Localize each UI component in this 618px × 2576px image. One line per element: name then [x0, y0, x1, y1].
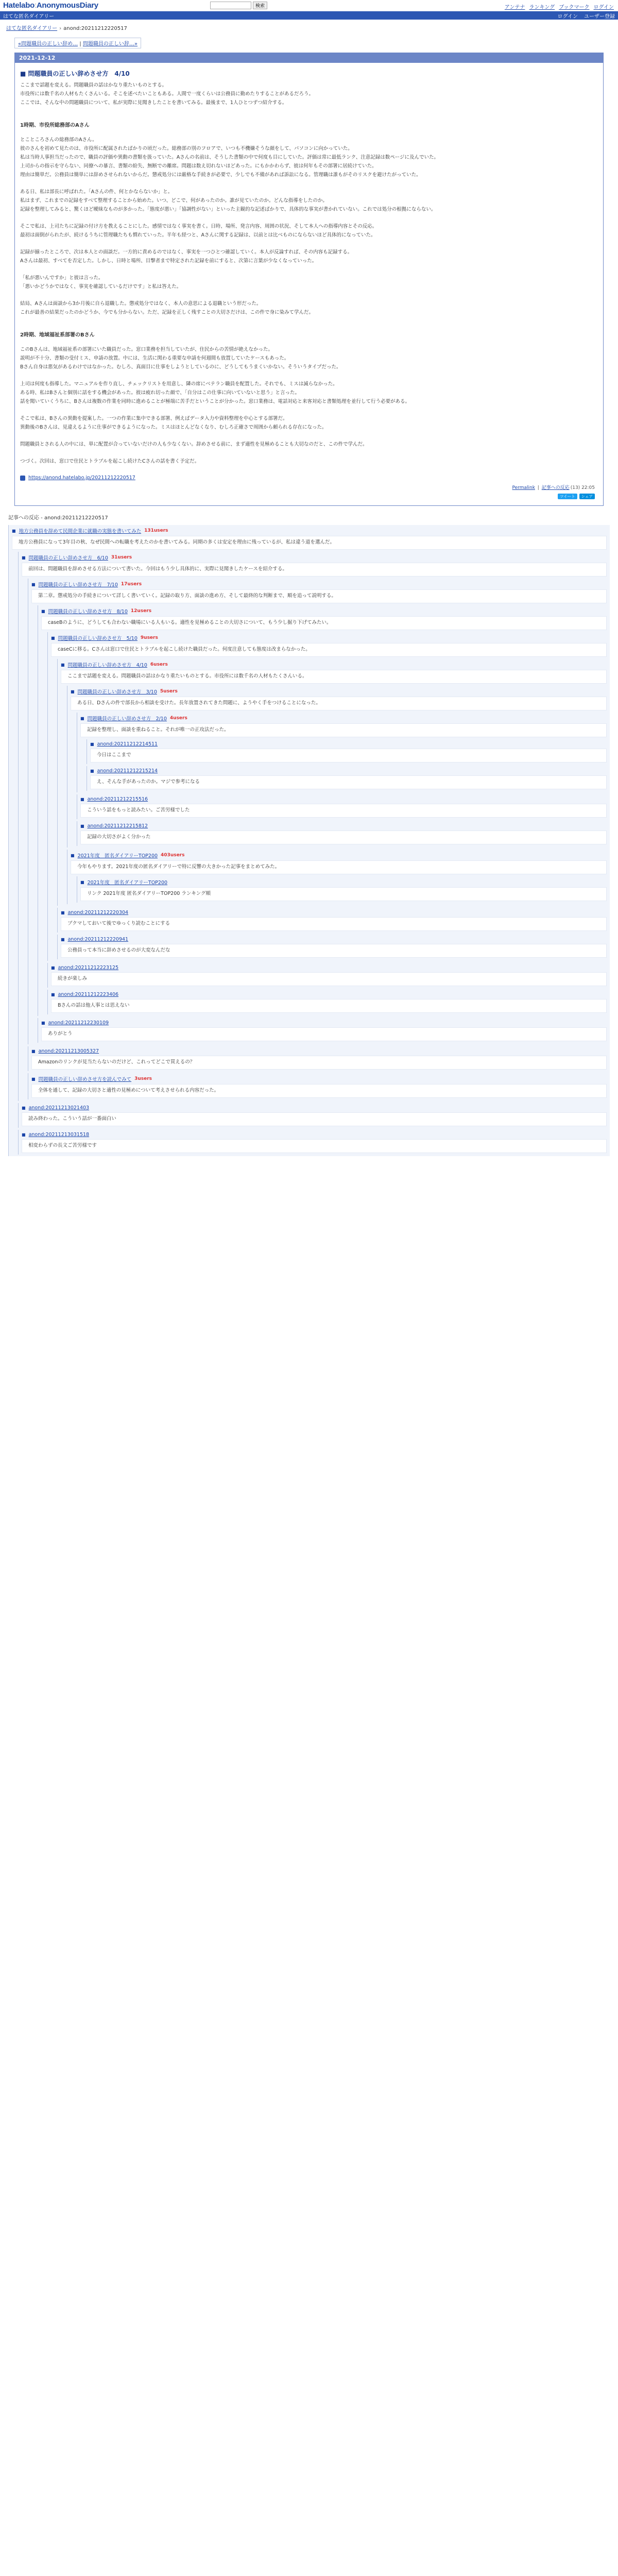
reaction-node	[18, 1130, 610, 1155]
reaction-title-link[interactable]: anond:20211212214511	[97, 741, 158, 747]
breadcrumb-home[interactable]: はてな匿名ダイアリー	[6, 26, 58, 31]
nav-bar	[0, 11, 618, 20]
reaction-body: 全体を通して、記録の大切さと適性の見極めについて考えさせられる内容だった。	[31, 1084, 607, 1098]
reaction-header	[61, 660, 610, 668]
reaction-header	[61, 936, 610, 942]
reactions-tree-root	[8, 525, 610, 1156]
nav-login[interactable]: ログイン	[557, 13, 578, 20]
entry	[14, 53, 604, 506]
bookmark-count[interactable]: 6users	[150, 662, 168, 667]
logo-main: Hatelabo	[3, 1, 35, 10]
entry-body	[15, 63, 603, 505]
reaction-body: 地方公務員になって3年目の秋、なぜ民間への転職を考えたのかを書いてみる。同期の多くは安定を理由に残っているが、私は違う道を選んだ。	[12, 536, 607, 550]
reaction-header	[31, 1075, 610, 1082]
reaction-node	[87, 766, 610, 791]
reaction-children	[71, 876, 610, 903]
link-antenna[interactable]: アンテナ	[504, 5, 525, 10]
reaction-node	[18, 1103, 610, 1128]
entry-paragraph: 上司は何度も指導した。マニュアルを作り直し、チェックリストを用意し、隣の席にベテラン職員を配置した。それでも、ミスは減らなかった。 ある時、私はBさんと個別に話をする機会があった。彼は疲れ切った顔で、「自分はこの仕事に向いていないと思う」と言った。 話を聞いていくうちに、Bさんは複数の作業を同時に進めることが極端に苦手だということが分かった。窓口業務は、電話対応と来客対応と書類処理を並行して行う必要がある。	[20, 381, 410, 404]
entry-title[interactable]	[20, 67, 598, 81]
bullet-icon: ■	[41, 1021, 45, 1025]
reaction-body: 今日はここまで	[90, 749, 607, 762]
reaction-title-link[interactable]: 問題職員の正しい辞めさせ方を読んでみて	[38, 1077, 132, 1082]
reaction-node	[57, 659, 610, 906]
reaction-title-link[interactable]: anond:20211212220304	[67, 910, 129, 916]
reaction-header	[31, 580, 610, 588]
bookmark-count[interactable]: 5users	[160, 689, 178, 694]
bullet-icon: ■	[80, 879, 84, 885]
entry-reactions-link[interactable]: 記事への反応	[541, 485, 570, 490]
bullet-icon: ■	[61, 937, 65, 942]
reaction-body: 続きが楽しみ	[51, 972, 607, 986]
entry-paragraph: とこところさんの総務部のAさん。 彼のさんを初めて見たのは、市役所に配属されたばかりの頃だった。総務部の別のフロアで、いつも不機嫌そうな顔をして、パソコンに向かっていた。 私は当時人事担当だったので、職員の評価や異動の書類を扱っていた。Aさんの名前は、そうした書類の中で何度も目にしていた。評価は常に最低ランク、注意記録は数ページに及んでいた。 上司からの指示を守らない、同僚への暴言、書類の紛失、無断での離席。問題は数え切れないほどあった。にもかかわらず、彼は何年もその部署に居続けていた。 理由は簡単だ。公務員は簡単には辞めさせられないからだ。懲戒処分には厳格な手続きが必要で、少しでも不備があれば訴訟になる。管理職は誰もがそのリスクを避けたがっていた。	[20, 137, 439, 178]
breadcrumb-current: anond:20211212220517	[63, 26, 127, 31]
link-login[interactable]: ログイン	[593, 5, 614, 10]
reaction-node	[57, 935, 610, 959]
reaction-body: 記録の大切さがよく分かった	[80, 831, 607, 844]
reaction-children	[61, 686, 610, 904]
reaction-header	[41, 1020, 610, 1026]
reaction-body: caseCに移る。Cさんは窓口で住民とトラブルを起こし続けた職員だった。何度注意しても態度は改まらなかった。	[51, 643, 607, 657]
entry-paragraph: ここまで話題を変える。問題職員の話はかなり重たいものとする。 市役所には数千名の人材もたくさんいる。そこを述べたいこともある。人間で一度くらいは公務員に勤めたりすることがあるだろう。 ここでは、そんな中の問題職員について、私が実際に見聞きしたことを書いてみる。最後まで、1人ひとつずつ紹介する。	[20, 82, 314, 106]
bullet-icon: ■	[90, 769, 94, 773]
pager-prev[interactable]: «問題職員の正しい辞め…	[18, 41, 78, 47]
reaction-header	[51, 634, 610, 641]
reaction-body: ブクマしておいて後でゆっくり読むことにする	[61, 917, 607, 931]
reaction-body: 今年もやります。2021年度の匿名ダイアリーで特に反響の大きかった記事をまとめてみた。	[71, 860, 607, 874]
reaction-header	[90, 741, 610, 747]
top-links	[505, 3, 614, 10]
reaction-node	[87, 739, 610, 764]
bullet-icon: ■	[71, 853, 75, 858]
reaction-body: こういう話をもっと読みたい。ご苦労様でした	[80, 804, 607, 818]
bookmark-count[interactable]: 3users	[134, 1076, 152, 1081]
share-buttons	[20, 492, 598, 502]
reaction-title-link[interactable]: 2021年度 匿名ダイアリーTOP200	[87, 880, 168, 886]
reaction-title-link[interactable]: 地方公務員を辞めて民間企業に就職の実態を書いてみた	[19, 529, 142, 534]
bullet-icon: ■	[41, 608, 45, 614]
bullet-icon: ■	[22, 555, 26, 560]
entry-section-heading: 1時期、市役所総務部のAさん	[20, 123, 90, 128]
reaction-body: え、そんな手があったのか。マジで参考になる	[90, 775, 607, 789]
bookmark-count[interactable]: 12users	[130, 608, 152, 614]
entry-title-text: 問題職員の正しい辞めさせ方 4/10	[28, 70, 130, 77]
entry-date: 2021-12-12	[15, 53, 603, 63]
bullet-icon: ■	[31, 582, 36, 587]
bullet-icon: ■	[51, 965, 55, 970]
entry-paragraph: 記録が揃ったところで、次は本人との面談だ。一方的に責めるのではなく、事実を一つひとつ確認していく。本人が反論すれば、その内容も記録する。 Aさんは最初、すべてを否定した。しかし、日時と場所、目撃者まで特定された記録を前にすると、次第に言葉が少なくなっていった。	[20, 249, 353, 264]
reaction-node	[57, 908, 610, 933]
bookmark-count[interactable]: 4users	[169, 716, 187, 721]
reaction-node	[77, 876, 610, 903]
reaction-header	[80, 878, 610, 886]
bullet-icon: ■	[61, 662, 65, 667]
bullet-icon: ■	[31, 1049, 36, 1054]
search-input[interactable]	[210, 2, 251, 9]
reaction-children	[31, 605, 610, 1043]
reaction-title-link[interactable]: anond:20211212223125	[58, 965, 119, 971]
entry-paragraph: 結局、Aさんは面談から3か月後に自ら退職した。懲戒処分ではなく、本人の意思による退職という形だった。 これが最善の結果だったのかどうか、今でも分からない。ただ、記録を正しく残すことの大切さだけは、この件で身に染みて学んだ。	[20, 301, 314, 315]
reaction-header	[12, 527, 610, 534]
reaction-body: ある日、Dさんの件で部長から相談を受けた。長年放置されてきた問題に、ようやく手をつけることになった。	[71, 697, 607, 710]
entry-paragraph: つづく。次回は、窓口で住民とトラブルを起こし続けたCさんの話を書く予定だ。	[20, 459, 200, 464]
reaction-title-link[interactable]: 問題職員の正しい辞めさせ方 3/10	[77, 689, 157, 695]
reaction-title-link[interactable]: 2021年度 匿名ダイアリーTOP200	[77, 853, 158, 859]
search-area	[210, 2, 267, 9]
reaction-body: Amazonのリンクが見当たらないのだけど、これってどこで買えるの？	[31, 1056, 607, 1070]
hatena-link[interactable]: https://anond.hatelabo.jp/20211212220517	[28, 475, 135, 481]
bullet-icon: ■	[61, 910, 65, 915]
reaction-header	[61, 909, 610, 916]
reaction-title-link[interactable]: anond:20211212215214	[97, 768, 158, 774]
reaction-title-link[interactable]: 問題職員の正しい辞めさせ方 8/10	[48, 609, 128, 615]
reaction-node	[47, 963, 610, 988]
reaction-title-link[interactable]: anond:20211213031518	[28, 1132, 90, 1138]
reaction-title-link[interactable]: 問題職員の正しい辞めさせ方 6/10	[28, 555, 108, 561]
bullet-icon: ■	[71, 689, 75, 694]
reaction-node	[28, 579, 610, 1044]
reaction-header	[71, 851, 610, 859]
bullet-icon: ■	[80, 716, 84, 721]
bookmark-count[interactable]: 31users	[111, 555, 132, 560]
reaction-node	[77, 794, 610, 819]
reaction-body: Bさんの話は他人事とは思えない	[51, 999, 607, 1013]
reaction-node	[77, 821, 610, 846]
top-bar	[0, 0, 618, 11]
entry-section-heading: 2時期、地域福祉系部署のBさん	[20, 332, 95, 338]
reaction-title-link[interactable]: anond:20211212230109	[48, 1020, 109, 1026]
entry-footer: Permalink | 記事への反応 (13) 22:05	[512, 485, 595, 490]
reaction-body: リンク 2021年度 匿名ダイアリーTOP200 ランキング順	[80, 887, 607, 901]
reaction-title-link[interactable]: anond:20211212220941	[67, 937, 129, 942]
reaction-title-link[interactable]: 問題職員の正しい辞めさせ方 2/10	[87, 716, 167, 722]
hatena-share-button[interactable]: シェア	[579, 494, 595, 499]
reaction-title-link[interactable]: anond:20211212215812	[87, 823, 148, 829]
bookmark-count[interactable]: 131users	[144, 528, 168, 533]
site-logo[interactable]	[3, 1, 98, 10]
reaction-children	[41, 632, 610, 1014]
pager-divider: |	[79, 41, 81, 47]
bullet-icon: ■	[31, 1076, 36, 1081]
reaction-node	[67, 686, 610, 848]
nav-home[interactable]: はてな匿名ダイアリー	[3, 13, 55, 20]
reaction-header	[51, 964, 610, 971]
permalink[interactable]: Permalink	[512, 485, 535, 490]
bullet-icon: ■	[90, 742, 94, 747]
reaction-children	[80, 739, 610, 791]
reaction-body: caseBのように、どうしても合わない職場にいる人もいる。適性を見極めることの大切さについて、もう少し掘り下げてみたい。	[41, 616, 607, 630]
reaction-body: 記録を整理し、面談を重ねること。それが唯一の正攻法だった。	[80, 723, 607, 737]
breadcrumb-separator: ›	[59, 26, 62, 31]
reaction-title-link[interactable]: anond:20211213021403	[28, 1105, 90, 1111]
reaction-node	[77, 713, 610, 792]
reaction-children	[71, 713, 610, 846]
logo-separator: :	[34, 1, 37, 10]
reaction-body: ここまで話題を変える。問題職員の話はかなり重たいものとする。市役所には数千名の人材もたくさんいる。	[61, 670, 607, 684]
reaction-header	[41, 607, 610, 615]
entry-title-mark: ■	[20, 70, 26, 77]
reaction-node	[67, 850, 610, 904]
entry-reactions-count: (13)	[570, 485, 580, 490]
bullet-icon: ■	[51, 635, 55, 640]
bullet-icon: ■	[12, 528, 16, 533]
reaction-header	[31, 1048, 610, 1054]
nav-register[interactable]: ユーザー登録	[584, 13, 615, 20]
search-button[interactable]: 検索	[253, 2, 267, 9]
reaction-body: 第二章。懲戒処分の手続きについて詳しく書いていく。記録の取り方、面談の進め方、そして最終的な判断まで、順を追って説明する。	[31, 589, 607, 603]
bookmark-count[interactable]: 17users	[121, 582, 142, 587]
reaction-header	[22, 1105, 610, 1111]
bullet-icon: ■	[80, 824, 84, 828]
entry-paragraph: 「私が悪いんですか」と彼は言った。 「悪いかどうかではなく、事実を確認しているだけです」と私は答えた。	[20, 275, 182, 290]
reaction-header	[22, 1131, 610, 1138]
entry-paragraph: そこで私は、Bさんの異動を提案した。一つの作業に集中できる部署、例えばデータ入力や資料整理を中心とする部署だ。 異動後のBさんは、見違えるように仕事ができるようになった。ミスはほとんどなくなり、むしろ正確さで周囲から頼られる存在になった。	[20, 416, 327, 430]
reaction-header	[90, 768, 610, 774]
entry-paragraph: このBさんは、地域福祉系の部署にいた職員だった。窓口業務を担当していたが、住民からの苦情が絶えなかった。 説明が不十分、書類の受付ミス、申請の放置。中には、生活に関わる重要な申請を何週間も放置していたケースもあった。 Bさん自身は悪気があるわけではなかった。むしろ、真面目に仕事をしようとしているのに、どうしてもうまくいかない。そういうタイプだった。	[20, 347, 341, 370]
reaction-body: 公務員って本当に辞めさせるのが大変なんだな	[61, 944, 607, 958]
reaction-header	[22, 553, 610, 561]
reaction-children	[22, 579, 610, 1099]
reaction-node	[28, 1073, 610, 1099]
entry-paragraph: そこで私は、上司たちに記録の付け方を教えることにした。感情ではなく事実を書く。日時、場所、発言内容、周囲の状況、そして本人への指導内容とその反応。 最初は面倒がられたが、続けるうちに管理職たちも慣れていった。半年も経つと、Aさんに関する記録は、以前とは比べものにならないほど具体的になっていた。	[20, 224, 377, 238]
reaction-header	[80, 823, 610, 829]
reaction-title-link[interactable]: 問題職員の正しい辞めさせ方 5/10	[58, 636, 138, 641]
reaction-header	[80, 714, 610, 722]
reaction-body: ありがとう	[41, 1027, 607, 1041]
reactions-tree-head: 記事への反応 - anond:20211212220517	[8, 515, 108, 521]
bullet-icon: ■	[22, 1132, 26, 1137]
hatena-link-row	[20, 475, 598, 481]
reaction-body: 読み終わった。こういう話が一番面白い	[22, 1112, 607, 1126]
tweet-button[interactable]: ツイート	[558, 494, 577, 499]
reaction-node	[28, 1046, 610, 1071]
entry-paragraph: 問題職員とされる人の中には、単に配置が合っていないだけの人も少なくない。辞めさせる前に、まず適性を見極めることも大切なのだと、この件で学んだ。	[20, 442, 368, 447]
reaction-node	[18, 552, 610, 1101]
reaction-header	[71, 687, 610, 695]
reactions-tree	[8, 513, 610, 1156]
reaction-node	[38, 1018, 610, 1043]
reaction-title-link[interactable]: anond:20211213005327	[38, 1048, 99, 1054]
pager-next[interactable]: 問題職員の正しい辞…»	[82, 41, 138, 47]
reaction-node	[38, 605, 610, 1016]
reaction-title-link[interactable]: 問題職員の正しい辞めさせ方 7/10	[38, 582, 118, 588]
reaction-title-link[interactable]: 問題職員の正しい辞めさせ方 4/10	[67, 663, 147, 668]
bullet-icon: ■	[51, 992, 55, 997]
reaction-header	[51, 991, 610, 997]
reaction-node	[47, 632, 610, 961]
reaction-children	[12, 552, 610, 1155]
bookmark-count[interactable]: 403users	[161, 853, 185, 858]
logo-sub: AnonymousDiary	[36, 1, 98, 10]
reaction-node	[8, 525, 610, 1156]
link-bookmark[interactable]: ブックマーク	[559, 5, 590, 10]
entry-time: 22:05	[581, 485, 595, 490]
entry-paragraphs	[20, 81, 598, 466]
reaction-children	[51, 659, 610, 959]
reaction-body: 前回は、問題職員を辞めさせる方法について書いた。今回はもう少し具体的に、実際に見聞きしたケースを紹介する。	[22, 563, 607, 577]
bullet-icon: ■	[22, 1106, 26, 1110]
breadcrumb	[0, 20, 618, 36]
entry-paragraph: ある日、私は部長に呼ばれた。「Aさんの件、何とかならないか」と。 私はまず、これまでの記録をすべて整理することから始めた。いつ、どこで、何があったのか。誰が見ていたのか。どんな指導をしたのか。 記録を整理してみると、驚くほど曖昧なものが多かった。「態度が悪い」「協調性がない」といった主観的な記述ばかりで、具体的な事実が書かれていない。これでは処分の根拠にならない。	[20, 189, 436, 212]
reaction-header	[80, 796, 610, 802]
reaction-title-link[interactable]: anond:20211212215516	[87, 796, 148, 802]
link-ranking[interactable]: ランキング	[529, 5, 555, 10]
hatena-icon	[20, 476, 25, 481]
pager	[14, 38, 141, 48]
nav-right	[558, 12, 615, 20]
reaction-title-link[interactable]: anond:20211212223406	[58, 992, 119, 997]
reaction-body: 相変わらずの長文ご苦労様です	[22, 1139, 607, 1153]
bookmark-count[interactable]: 9users	[140, 635, 158, 640]
bullet-icon: ■	[80, 797, 84, 802]
reaction-node	[47, 990, 610, 1014]
